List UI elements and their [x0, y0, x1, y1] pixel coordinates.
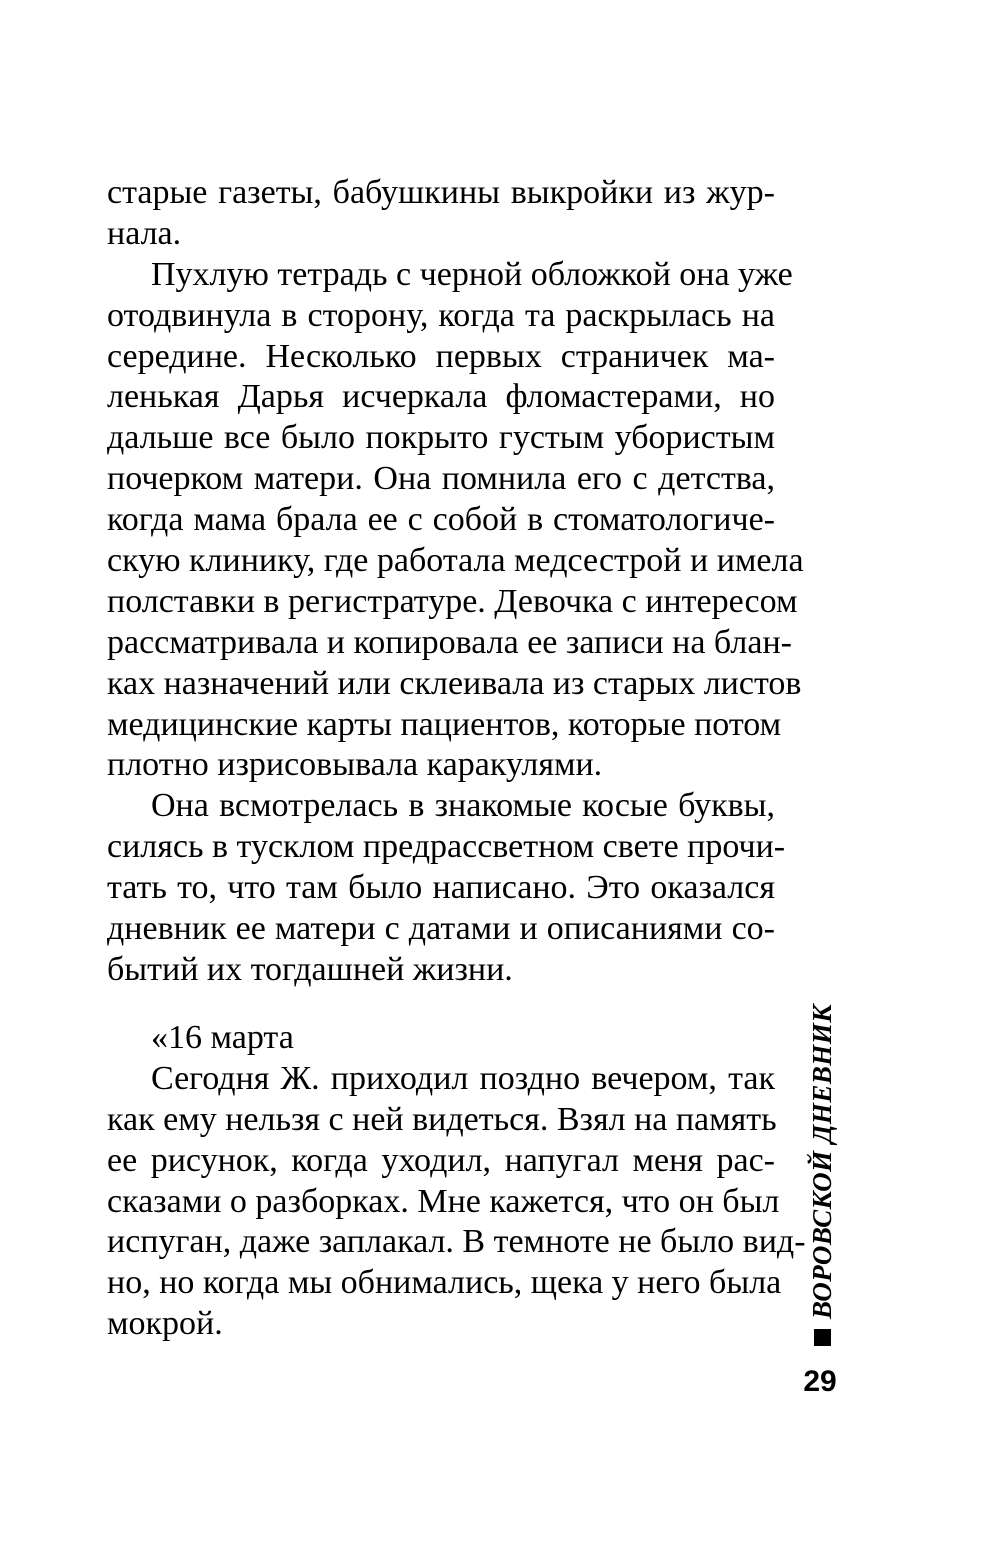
text-line: отодвинула в сторону, когда та раскрылась на: [107, 296, 775, 334]
diary-date: «16 марта: [151, 1019, 294, 1056]
text-line: бытий их тогдашней жизни.: [107, 950, 513, 988]
text-line: ее рисунок, когда уходил, напугал меня рас-: [107, 1141, 775, 1179]
text-line: Сегодня Ж. приходил поздно вечером, так: [151, 1059, 775, 1097]
square-bullet-icon: [814, 1329, 831, 1346]
text-line: но, но когда мы обнимались, щека у него была: [107, 1264, 782, 1302]
text-line: полставки в регистратуре. Девочка с интересом: [107, 582, 798, 620]
text-line: ках назначений или склеивала из старых листов: [107, 664, 802, 702]
text-line: мокрой.: [107, 1305, 223, 1343]
text-line: как ему нельзя с ней видеться. Взял на память: [107, 1100, 777, 1138]
text-line: середине. Несколько первых страничек ма-: [107, 337, 775, 375]
text-line: силясь в тусклом предрассветном свете прочи-: [107, 828, 786, 866]
text-line: Она всмотрелась в знакомые косые буквы,: [151, 787, 775, 825]
text-line: медицинские карты пациентов, которые потом: [107, 705, 782, 743]
diary-entry-block: [107, 1018, 806, 1345]
text-line: сказами о разборках. Мне кажется, что он был: [107, 1182, 780, 1220]
text-line: нала.: [107, 214, 182, 252]
text-line: скую клинику, где работала медсестрой и имела: [107, 542, 804, 580]
text-line: когда мама брала ее с собой в стоматологиче-: [107, 501, 775, 539]
text-line: Пухлую тетрадь с черной обложкой она уже: [151, 255, 793, 293]
text-line: ленькая Дарья исчеркала фломастерами, но: [107, 378, 775, 416]
text-line: почерком матери. Она помнила его с детства,: [107, 460, 775, 498]
running-head-title: ВОРОВСКОЙ ДНЕВНИК: [806, 1003, 837, 1319]
running-head: [798, 1000, 846, 1350]
text-line: тать то, что там было написано. Это оказался: [107, 869, 775, 907]
text-line: рассматривала и копировала ее записи на блан-: [107, 623, 792, 661]
text-line: дальше все было покрыто густым убористым: [107, 419, 775, 457]
text-line: старые газеты, бабушкины выкройки из жур-: [107, 174, 775, 211]
text-line: плотно изрисовывала каракулями.: [107, 746, 603, 784]
main-text-block: [107, 173, 804, 991]
page-number: 29: [803, 1365, 837, 1398]
text-line: испуган, даже заплакал. В темноте не было вид-: [107, 1223, 806, 1261]
text-line: дневник ее матери с датами и описаниями со-: [107, 910, 775, 948]
